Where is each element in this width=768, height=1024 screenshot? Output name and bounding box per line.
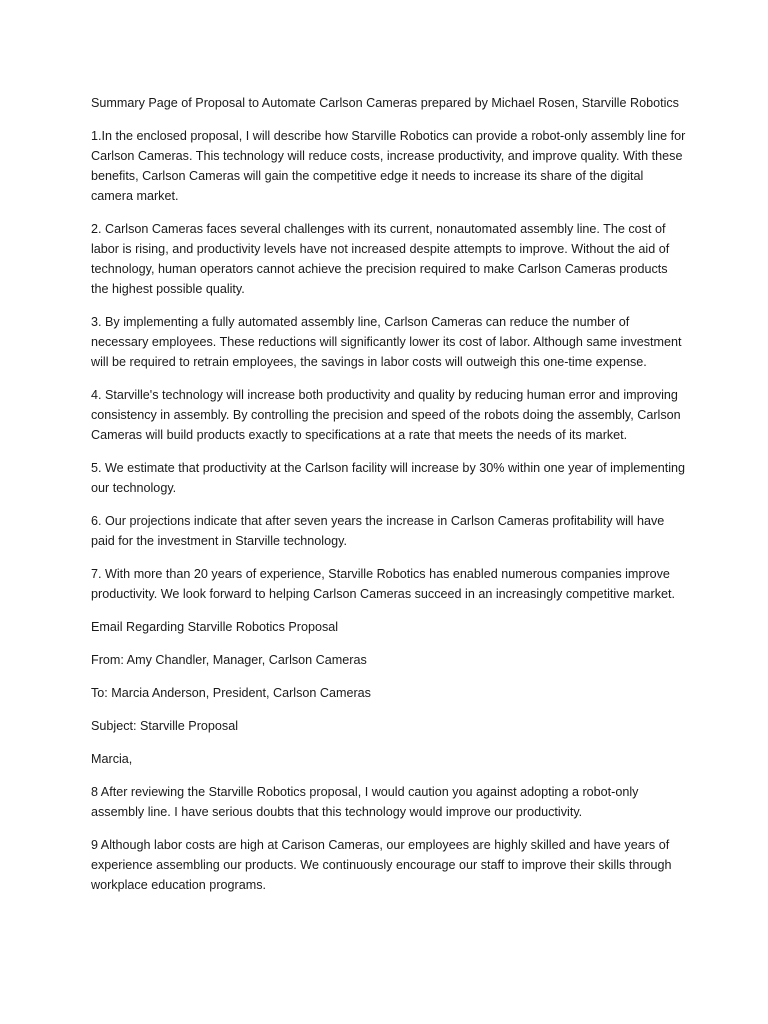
email-to: To: Marcia Anderson, President, Carlson Cameras — [91, 686, 371, 700]
email-from: From: Amy Chandler, Manager, Carlson Cameras — [91, 653, 367, 667]
paragraph-3: 3. By implementing a fully automated assembly line, Carlson Cameras can reduce the number of necessary employees. These reductions will significantly lower its cost of labor. Although same investment will be required to retrain employees, the savings in labor costs will outweigh this one-time expense. — [91, 315, 682, 369]
paragraph-7: 7. With more than 20 years of experience, Starville Robotics has enabled numerous companies improve productivity. We look forward to helping Carlson Cameras succeed in an increasingly competitive market. — [91, 567, 676, 601]
email-salutation: Marcia, — [91, 752, 133, 766]
email-heading: Email Regarding Starville Robotics Proposal — [91, 620, 339, 634]
paragraph-9: 9 Although labor costs are high at Carison Cameras, our employees are highly skilled and have years of experience assembling our products. We continuously encourage our staff to improve their skills through workplace education programs. — [91, 838, 672, 892]
paragraph-1: 1.In the enclosed proposal, I will describe how Starville Robotics can provide a robot-only assembly line for Carlson Cameras. This technology will reduce costs, increase productivity, and improve quality. With these benefits, Carlson Cameras will gain the competitive edge it needs to increase its share of the digital camera market. — [91, 129, 686, 203]
paragraph-4: 4. Starville's technology will increase both productivity and quality by reducing human error and improving consistency in assembly. By controlling the precision and speed of the robots doing the assembly, Carlson Cameras will build products exactly to specifications at a rate that meets the needs of its market. — [91, 388, 681, 442]
paragraph-5: 5. We estimate that productivity at the Carlson facility will increase by 30% within one year of implementing our technology. — [91, 461, 686, 495]
paragraph-6: 6. Our projections indicate that after seven years the increase in Carlson Cameras profitability will have paid for the investment in Starville technology. — [91, 514, 665, 548]
email-subject: Subject: Starville Proposal — [91, 719, 238, 733]
paragraph-8: 8 After reviewing the Starville Robotics proposal, I would caution you against adopting a robot-only assembly line. I have serious doubts that this technology would improve our productivity. — [91, 785, 639, 819]
paragraph-2: 2. Carlson Cameras faces several challenges with its current, nonautomated assembly line. The cost of labor is rising, and productivity levels have not increased despite attempts to improve. Without the aid of technology, human operators cannot achieve the precision required to make Carlson Cameras products the highest possible quality. — [91, 222, 670, 296]
document-title: Summary Page of Proposal to Automate Carlson Cameras prepared by Michael Rosen, Starville Robotics — [91, 96, 679, 110]
